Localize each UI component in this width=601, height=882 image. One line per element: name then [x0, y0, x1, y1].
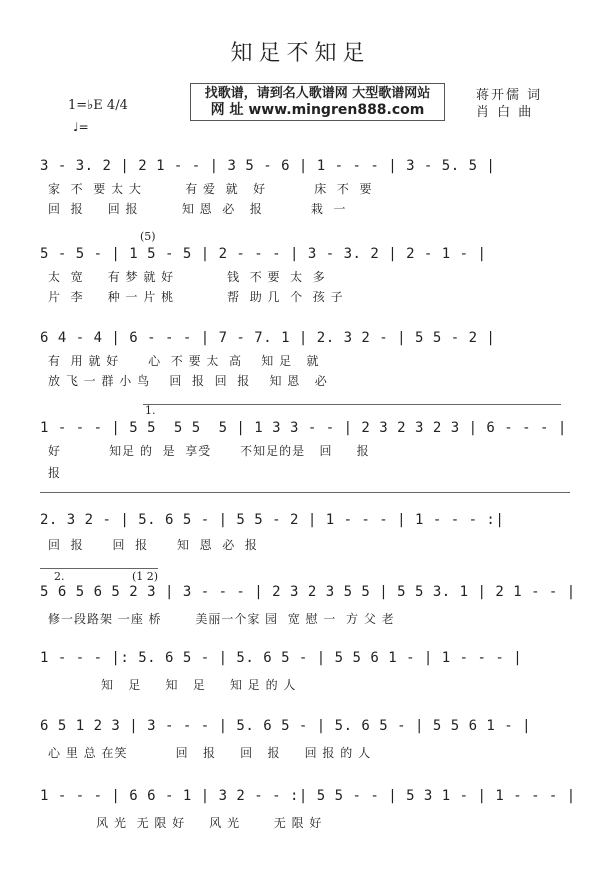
key-signature: 1=♭E 4/4 [68, 98, 128, 113]
tempo-mark: ♩= [73, 120, 89, 134]
score-row-8 [40, 718, 570, 782]
song-title: 知足不知足 [230, 41, 371, 66]
score-row-4 [40, 404, 570, 484]
volta-2-bracket [40, 568, 158, 569]
note-line: 1 - - - | 6 6 - 1 | 3 2 - - :| 5 5 - - | 5 3 1 - | 1 - - - | [40, 788, 576, 804]
lyric-verse-1: 太 宽 有 梦 就 好 钱 不 要 太 多 [48, 270, 326, 284]
banner-line-1: 找歌谱，请到名人歌谱网 大型歌谱网站 [204, 86, 431, 101]
composer-credit: 肖 白 曲 [476, 105, 534, 120]
note-line: 5 - 5 - | 1 5 - 5 | 2 - - - | 3 - 3. 2 | 2 - 1 - | [40, 246, 487, 262]
slur-number-mark: (1 2) [132, 570, 159, 583]
lyric-verse-1: 修一段路架 一座 桥 美丽一个家 园 宽 慰 一 方 父 老 [48, 612, 395, 626]
lyric-verse-1: 有 用 就 好 心 不 要 太 高 知 足 就 [48, 354, 320, 368]
score-row-2 [40, 230, 570, 310]
banner-url[interactable]: 网 址 www.mingren888.com [210, 102, 425, 118]
score-row-3 [40, 330, 570, 394]
lyric-verse-1: 家 不 要 太 大 有 爱 就 好 床 不 要 [48, 182, 373, 196]
lyric-verse-2: 回 报 回 报 知 恩 必 报 栽 一 [48, 202, 347, 216]
lyric-verse-2: 片 李 种 一 片 桃 帮 助 几 个 孩 子 [48, 290, 344, 304]
volta-1-bracket [143, 404, 561, 405]
score-row-7 [40, 650, 570, 714]
lyric-verse-1: 知 足 知 足 知 足 的 人 [48, 678, 297, 692]
website-banner[interactable] [190, 83, 445, 121]
note-line: 6 4 - 4 | 6 - - - | 7 - 7. 1 | 2. 3 2 - | 5 5 - 2 | [40, 330, 496, 346]
lyric-verse-1: 风 光 无 限 好 风 光 无 限 好 [48, 816, 323, 830]
volta-mark: 2. [54, 570, 65, 583]
lyric-verse-1: 回 报 回 报 知 恩 必 报 [48, 538, 258, 552]
score-row-9 [40, 788, 576, 852]
lyric-verse-2: 报 [48, 466, 62, 480]
separator-rule [40, 492, 570, 493]
note-line: 5 6 5 6 5 2 3 | 3 - - - | 2 3 2 3 5 5 | 5 5 3. 1 | 2 1 - - | [40, 584, 576, 600]
note-line: 1 - - - |: 5. 6 5 - | 5. 6 5 - | 5 5 6 1 - | 1 - - - | [40, 650, 523, 666]
note-line: 6 5 1 2 3 | 3 - - - | 5. 6 5 - | 5. 6 5 - | 5 5 6 1 - | [40, 718, 532, 734]
lyric-verse-1: 心 里 总 在笑 回 报 回 报 回 报 的 人 [48, 746, 372, 760]
note-line: 1 - - - | 5 5 5 5 5 | 1 3 3 - - | 2 3 2 3 2 3 | 6 - - - | [40, 420, 567, 436]
lyric-verse-2: 放 飞 一 群 小 鸟 回 报 回 报 知 恩 必 [48, 374, 328, 388]
note-line: 3 - 3. 2 | 2 1 - - | 3 5 - 6 | 1 - - - | 3 - 5. 5 | [40, 158, 496, 174]
volta-mark: (5) [140, 230, 156, 243]
lyricist-credit: 蒋开儒 词 [476, 88, 543, 103]
score-row-5 [40, 512, 570, 576]
note-line: 2. 3 2 - | 5. 6 5 - | 5 5 - 2 | 1 - - - | 1 - - - :| [40, 512, 505, 528]
volta-mark: 1. [145, 404, 156, 417]
score-row-1 [40, 158, 570, 222]
lyric-verse-1: 好 知足 的 是 享受 不知足的是 回 报 [48, 444, 370, 458]
score-row-6 [40, 570, 576, 648]
